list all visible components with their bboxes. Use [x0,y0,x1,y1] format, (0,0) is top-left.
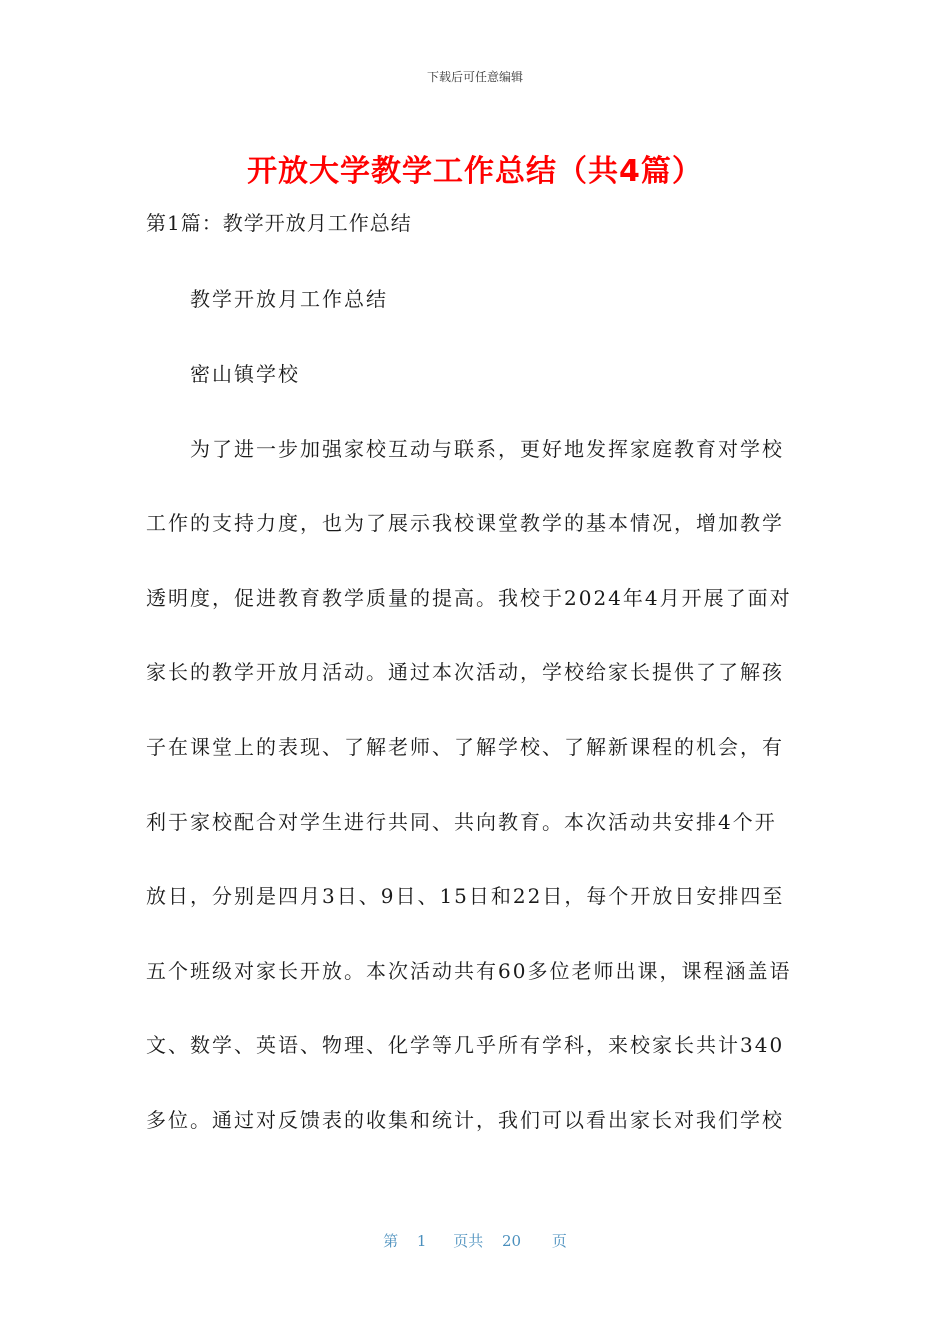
document-title: 开放大学教学工作总结（共4篇） [247,154,703,189]
paragraph-line: 透明度，促进教育教学质量的提高。我校于2024年4月开展了面对 [146,586,792,610]
school-name: 密山镇学校 [190,362,300,386]
paragraph-line: 利于家校配合对学生进行共同、共向教育。本次活动共安排4个开 [146,810,777,834]
paragraph-line: 工作的支持力度，也为了展示我校课堂教学的基本情况，增加教学 [146,511,784,535]
page-footer [0,1230,950,1251]
header-note: 下载后可任意编辑 [426,70,523,84]
footer-suffix: 页 [551,1232,567,1250]
footer-middle: 页共 [453,1232,484,1250]
paragraph-line: 多位。通过对反馈表的收集和统计，我们可以看出家长对我们学校 [146,1108,784,1132]
paragraph-line: 放日，分别是四月3日、9日、15日和22日，每个开放日安排四至 [146,884,785,908]
document-subtitle: 教学开放月工作总结 [190,287,388,311]
paragraph-line: 子在课堂上的表现、了解老师、了解学校、了解新课程的机会，有 [146,735,784,759]
footer-prefix: 第 [383,1232,399,1250]
section-heading: 第1篇：教学开放月工作总结 [146,211,412,235]
paragraph-line: 文、数学、英语、物理、化学等几乎所有学科，来校家长共计340 [146,1033,785,1057]
paragraph-line: 为了进一步加强家校互动与联系，更好地发挥家庭教育对学校 [190,437,784,461]
paragraph-line: 五个班级对家长开放。本次活动共有60多位老师出课，课程涵盖语 [146,959,792,983]
page-total: 20 [502,1232,522,1250]
page-number: 1 [416,1232,427,1250]
paragraph-line: 家长的教学开放月活动。通过本次活动，学校给家长提供了了解孩 [146,660,784,684]
